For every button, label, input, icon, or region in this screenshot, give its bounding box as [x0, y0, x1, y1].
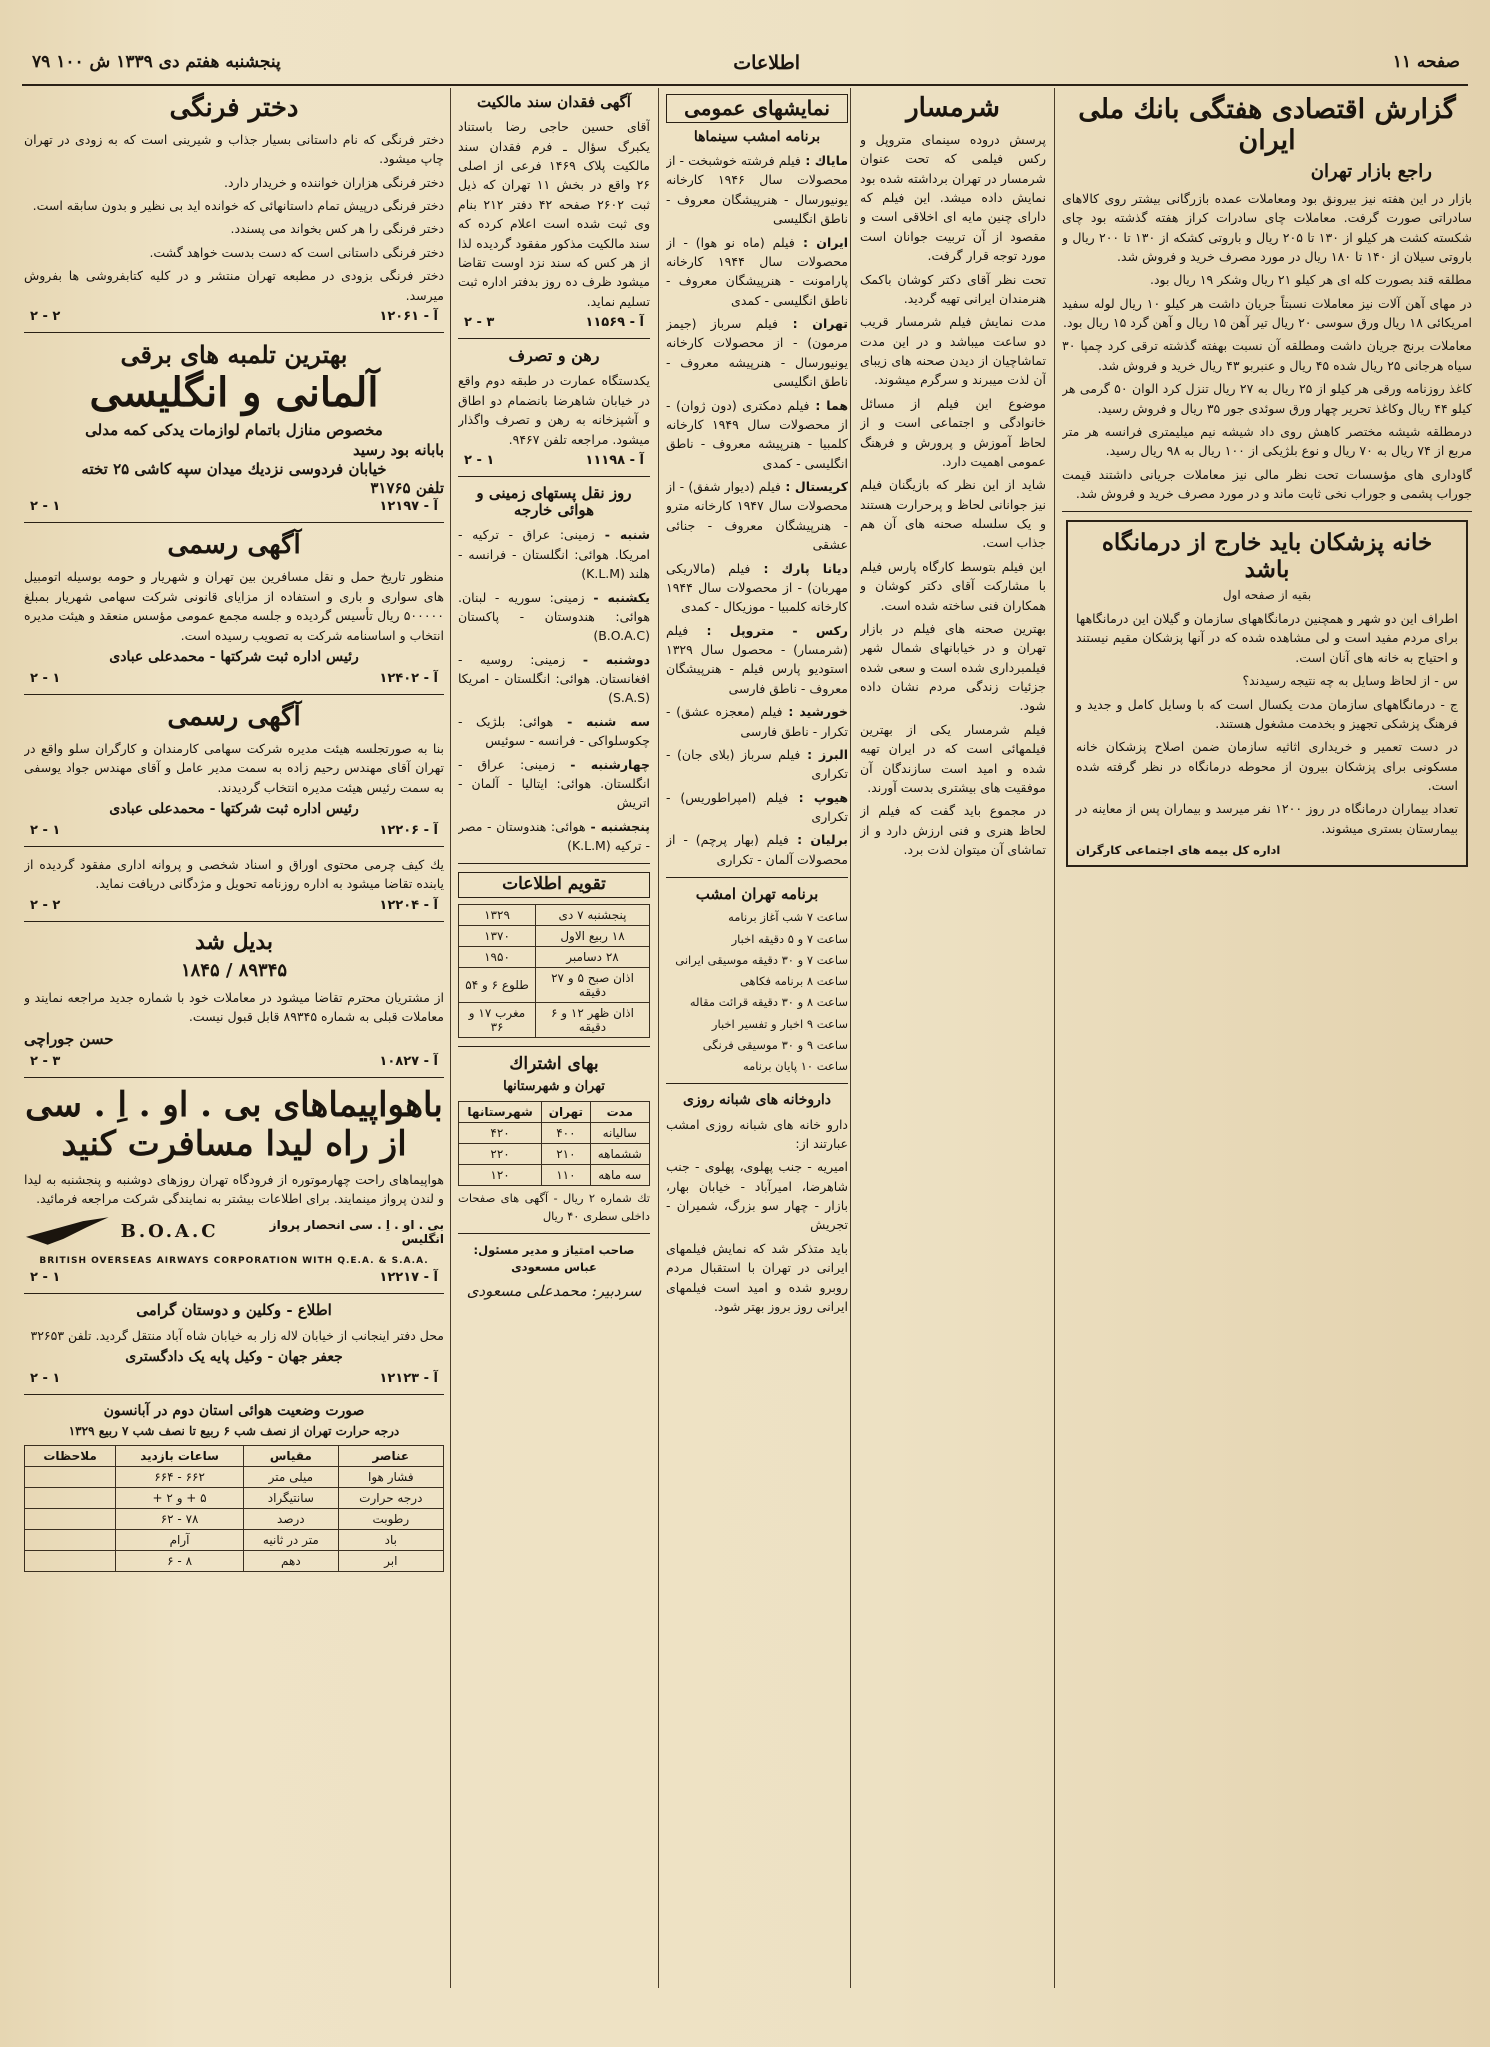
radio-program-item: ساعت ۸ و ۳۰ دقیقه قرائت مقاله — [689, 995, 848, 1010]
doctors-house-ref: اداره کل بیمه های اجتماعی کارگران — [1076, 843, 1281, 858]
bank-report-paragraph: مطلقه قند بصورت کله ای هر کیلو ۲۱ ریال وشکر ۱۹ ریال بود. — [1149, 272, 1472, 288]
subscription-cell: ۲۲۰ — [459, 1144, 542, 1165]
calendar-title: تقویم اطلاعات — [458, 872, 650, 898]
weather-header: ساعات بازدید — [116, 1445, 244, 1466]
column-sharmsar — [860, 92, 1046, 1982]
bank-report-paragraph: در مهای آهن آلات نیز معاملات نسبتاً جریان داشت هر کیلو ۱۰ ریال لوله سفید امریکائی ۱۸ ریال ورق سوسی ۲۰ ریال تیر آهن ۱۵ ریال و آهن گرد ۱۵ ریال بود. — [1062, 295, 1472, 331]
cinema-entry — [666, 477, 848, 555]
cinema-name: رکس - متروپل : — [688, 622, 848, 638]
section-divider — [24, 1394, 444, 1395]
column-divider — [658, 88, 659, 1988]
doctors-house-article — [1066, 520, 1468, 867]
section-divider — [666, 1083, 848, 1084]
cinema-program: فیلم سرباز (بلای جان) - تکراری — [666, 746, 848, 782]
calendar-cell: طلوع ۶ و ۵۴ — [459, 967, 536, 1002]
mail-schedule-entry — [458, 712, 650, 751]
calendar-row — [459, 925, 650, 946]
subscription-title: بهای اشتراك — [509, 1053, 599, 1074]
bank-report-paragraph: کاغذ روزنامه ورقی هر کیلو از ۲۵ ریال به ۲۷ ریال تنزل کرد الوان ۵۰ گرمی هر کیلو ۴۴ ریال وکاغذ تحریر چهار ورق سوئدی جور ۳۵ ریال و فروش رسید. — [1062, 381, 1472, 416]
cinema-program: فیلم (ماه نو هوا) - از محصولات سال ۱۹۴۴ کارخانه پارامونت - هنرپیشگان معروف - ناطق انگلیسی - کمدی — [666, 234, 848, 308]
radio-program-item: ساعت ۷ و ۳۰ دقیقه موسیقی ایرانی — [675, 952, 848, 967]
bank-report-title: گزارش اقتصادی هفتگی بانك ملی ایران — [1078, 94, 1456, 157]
weather-header: عناصر — [338, 1445, 443, 1466]
bank-report-paragraph: گاوداری های مؤسسات تحت نظر مالی نیز معاملات جریانی داشتند قیمت جوراب پشمی و جوراب نخی ثابت ماند و در مورد مصرف خرید و فروش شد. — [1062, 466, 1472, 502]
subscription-note: تك شماره ۲ ریال - آگهی های صفحات داخلی سطری ۴۰ ریال — [458, 1191, 650, 1223]
boac-footer: BRITISH OVERSEAS AIRWAYS CORPORATION WITH Q.E.A. & S.A.A. — [39, 1255, 429, 1266]
section-divider — [24, 522, 444, 523]
section-divider — [24, 332, 444, 333]
mail-schedule-text: زمینی: روسیه - افغانستان. هوائی: انگلستان - امریکا (S.A.S) — [458, 651, 650, 706]
doctors-house-paragraph: ج - درمانگاههای سازمان مدت یکسال است که با وسایل کامل و جدید و فرهنگ پزشکی تجهیز و بخدمت مشغول هستند. — [1076, 696, 1458, 731]
sharmsar-paragraph: پرسش دروده سینمای متروپل و رکس فیلمی که تحت عنوان شرمسار در تهران برداشته شده بود نمایش داده میشد. این فیلم که دارای چنین مایه ای اخلاقی است و مقصود از آن تربیت جوانان است مورد توجه قرار گرفت. — [860, 131, 1046, 264]
official-notice-text: منظور تاریخ حمل و نقل مسافرین بین تهران و شهریار و حومه بوسیله اتومبیل های سواری و باری و استفاده از مزایای قانونی شرکت سهامی شهریار بمبلغ ۵۰۰۰۰۰ ریال تأسیس گردیده و جلسه مجمع عمومی مؤسس منعقد و هیئت مدیره انتخاب و اساسنامه شرکت به تصویب رسیده است. — [24, 569, 444, 643]
cinema-program: فیلم (بهار پرچم) - از محصولات آلمان - تکراری — [666, 832, 848, 867]
pharmacy-text: دارو خانه های شبانه روزی امشب عبارتند از: — [666, 1116, 848, 1151]
mail-schedule-entry — [458, 588, 650, 646]
subscription-subtitle: تهران و شهرستانها — [503, 1079, 605, 1095]
weather-cell: ابر — [338, 1550, 443, 1571]
page-header — [0, 48, 1490, 84]
mail-schedule-day: دوشنبه - — [565, 651, 650, 667]
mail-schedule-entry — [458, 525, 650, 583]
cinema-entry — [666, 396, 848, 474]
changed-number-sign: حسن جوراچی — [24, 1029, 114, 1048]
subscription-header: مدت — [590, 1102, 649, 1123]
sharmsar-paragraph: موضوع این فیلم از مسائل خانوادگی و اجتماعی است و از لحاظ آموزش و پرورش و فرهنگ عمومی اهمیت دارد. — [860, 395, 1046, 469]
mail-schedule-day: شنبه - — [594, 527, 650, 543]
farangi-girl-line: دختر فرنگی داستانی است که دست بدست خواهد گشت. — [149, 244, 444, 260]
section-divider — [458, 863, 650, 864]
ad-code: ۲ - ۳ ۱۱۵۶۹ - آ — [464, 315, 644, 330]
section-divider — [24, 846, 444, 847]
cinema-name: البرز : — [800, 746, 848, 762]
cinema-entry — [666, 745, 848, 784]
cinema-name: هما : — [809, 397, 848, 413]
ad-code: ۲ - ۱ ۱۲۱۲۳ - آ — [30, 1370, 438, 1386]
subscription-cell: ۴۰۰ — [542, 1123, 590, 1144]
subscription-cell: ۱۲۰ — [459, 1165, 542, 1186]
ad-code: ۲ - ۱ ۱۱۱۹۸ - آ — [464, 452, 644, 468]
sharmsar-paragraph: تحت نظر آقای دکتر کوشان باکمک هنرمندان ایرانی تهیه گردید. — [860, 271, 1046, 306]
cinema-program: فیلم فرشته خوشبخت - از محصولات سال ۱۹۴۶ کارخانه یونیورسال - هنرپیشگان معروف - ناطق انگلیسی — [666, 153, 848, 227]
subscription-cell: ۴۲۰ — [459, 1123, 542, 1144]
cinema-program: فیلم (امپراطوریس) - تکراری — [666, 789, 848, 825]
mail-schedule-text: زمینی: عراق - انگلستان. هوائی: ایتالیا - آلمان - اتریش — [458, 756, 650, 811]
weather-cell: درجه حرارت — [338, 1487, 443, 1508]
radio-program-item: ساعت ۱۰ پایان برنامه — [742, 1059, 848, 1074]
section-divider — [24, 694, 444, 695]
weather-row — [25, 1487, 444, 1508]
lost-deed-text: آقای حسین حاجی رضا باستناد یکبرگ سؤال ـ فرم فقدان سند مالکیت پلاک ۱۴۶۹ فرعی از اصلی ۲۶ واقع در بخش ۱۱ تهران که ذیل ثبت ۲۶۰۲ صفحه ۴۲ دفتر ۲۱۲ بنام وی ثبت شده است اعلام کرده که سند مالکیت مذکور مفقود گردیده لذا از هر کس که سند نزد اوست تقاضا میشود ظرف ده روز بدفتر اداره ثبت تسلیم نماید. — [458, 119, 650, 309]
cinema-entry — [666, 830, 848, 869]
mail-schedule-title: روز نقل پستهای زمینی و هوائی خارجه — [476, 483, 632, 520]
weather-cell: رطوبت — [338, 1508, 443, 1529]
section-divider — [458, 338, 650, 339]
calendar-row — [459, 946, 650, 967]
weather-cell: ۵ + و ۲ + — [116, 1487, 244, 1508]
cinema-entry — [666, 621, 848, 699]
subscription-cell: ۲۱۰ — [542, 1144, 590, 1165]
public-shows-title: نمایشهای عمومی — [666, 94, 848, 123]
subscription-row — [459, 1144, 650, 1165]
weather-cell — [25, 1466, 116, 1487]
calendar-cell: پنجشنبه ۷ دی — [536, 904, 650, 925]
official-notice-2-text: بنا به صورتجلسه هیئت مدیره شرکت سهامی کارمندان و کارگران سلو واقع در تهران آقای مهندس رحیم زاده به سمت مدیر عامل و آقای مهندس جواد یوسفی به سمت رئیس هیئت مدیره انتخاب گردیدند. — [24, 740, 444, 795]
calendar-cell: مغرب ۱۷ و ۳۶ — [459, 1002, 536, 1037]
section-divider — [458, 476, 650, 477]
farangi-girl-line: دختر فرنگی هزاران خواننده و خریدار دارد. — [224, 174, 444, 190]
pump-ad-headline: آلمانی و انگلیسی — [89, 369, 379, 417]
mortgage-text: یکدستگاه عمارت در طبقه دوم واقع در خیابان شاهرضا بانضمام دو اطاق و آشپزخانه به رهن و تصرف واگذار میشود. مراجعه تلفن ۹۴۶۷. — [458, 373, 650, 447]
cinema-name: برلیان : — [788, 832, 848, 848]
changed-number-text: از مشتریان محترم تقاضا میشود در معاملات خود با شماره جدید مراجعه نمایند و معاملات قبلی به شماره ۸۹۳۴۵ قابل قبول نیست. — [24, 989, 444, 1025]
column-divider — [1054, 88, 1055, 1988]
weather-subtitle: درجه حرارت تهران از نصف شب ۶ ربیع تا نصف شب ۷ ربیع ۱۳۲۹ — [68, 1424, 400, 1439]
column-bank-report — [1062, 92, 1472, 1982]
ad-code: ۲ - ۱ ۱۲۲۱۷ - آ — [30, 1270, 438, 1286]
farangi-girl-line: دختر فرنگی که نام داستانی بسیار جذاب و شیرینی است که به زودی در تهران چاپ میشود. — [24, 131, 444, 167]
calendar-cell: ۱۹۵۰ — [459, 946, 536, 967]
doctors-house-paragraph: تعداد بیماران درمانگاه در روز ۱۲۰۰ نفر میرسد و بیماران پس از معاینه در بیمارستان بستری میشوند. — [1076, 801, 1458, 836]
mail-schedule-day: چهارشنبه - — [554, 756, 650, 772]
subscription-cell: سه ماهه — [590, 1165, 649, 1186]
mail-schedule-text: زمینی: عراق - ترکیه - امریکا. هوائی: انگلستان - فرانسه - هلند (K.L.M) — [458, 527, 650, 582]
weather-cell — [25, 1529, 116, 1550]
pump-ad-line: خیابان فردوسی نزدیك میدان سپه کاشی ۲۵ تخته — [81, 459, 387, 478]
mail-schedule-text: هوائی: بلژیک - چکوسلواکی - فرانسه - سوئیس — [458, 713, 650, 749]
cinema-name: ایران : — [794, 234, 848, 250]
official-notice-sign: رئیس اداره ثبت شرکتها - محمدعلی عبادی — [109, 648, 359, 665]
calendar-cell: ۱۸ ربیع الاول — [536, 925, 650, 946]
cinema-entry — [666, 233, 848, 311]
weather-table — [24, 1445, 444, 1572]
column-divider — [850, 88, 851, 1988]
changed-number-title: بدیل شد — [194, 928, 274, 955]
cinema-program: فیلم (شرمسار) - محصول سال ۱۳۲۹ استودیو پارس فیلم - هنرپیشگان معروف - ناطق فارسی — [666, 622, 848, 696]
radio-program-item: ساعت ۷ و ۵ دقیقه اخبار — [731, 931, 848, 946]
calendar-cell: ۱۳۷۰ — [459, 925, 536, 946]
public-shows-note: باید متذکر شد که نمایش فیلمهای ایرانی در تهران با استقبال مردم روبرو شده و امید است فیلمهای ایرانی روز بروز بهتر شود. — [666, 1240, 848, 1314]
doctors-house-title: خانه پزشکان باید خارج از درمانگاه باشد — [1101, 529, 1433, 583]
weather-cell: سانتیگراد — [244, 1487, 339, 1508]
pharmacy-heading: داروخانه های شبانه روزی — [682, 1092, 832, 1109]
farangi-girl-title: دختر فرنگی — [169, 93, 299, 123]
weather-row — [25, 1550, 444, 1571]
sharmsar-paragraph: بهترین صحنه های فیلم در بازار تهران و در خیابانهای شمال شهر فیلمبرداری شده است و سعی شده جزئیات زندگی مردم نشان داده شود. — [860, 620, 1046, 714]
section-divider — [24, 921, 444, 922]
pump-ad-line: بابانه بود رسید — [353, 440, 444, 459]
ad-code: ۲ - ۱ ۱۲۲۰۶ - آ — [30, 823, 438, 839]
lawyer-notice-text: محل دفتر اینجانب از خیابان لاله زار به خیابان شاه آباد منتقل گردید. تلفن ۳۲۶۵۳ — [30, 1327, 444, 1343]
doctors-house-paragraph: س - از لحاظ وسایل به چه نتیجه رسیدند؟ — [1242, 673, 1458, 689]
calendar-cell: اذان ظهر ۱۲ و ۶ دقیقه — [536, 1002, 650, 1037]
cinema-name: خورشید : — [782, 704, 848, 720]
boac-logo-text: B.O.A.C — [120, 1221, 219, 1243]
column-public-shows — [666, 92, 848, 1982]
ad-code: ۲ - ۲ ۱۲۰۶۱ - آ — [30, 308, 438, 324]
mail-schedule-text: زمینی: سوریه - لبنان. هوائی: هندوستان - پاکستان (B.O.A.C) — [458, 589, 650, 644]
subscription-header: تهران — [542, 1102, 590, 1123]
cinema-name: تهران : — [777, 316, 848, 332]
pump-ad-line: مخصوص منازل باتمام لوازمات یدکی کمه مدلی — [85, 421, 383, 440]
mail-schedule-entry — [458, 755, 650, 813]
radio-program-item: ساعت ۷ شب آغاز برنامه — [728, 910, 848, 925]
lawyer-notice-sign: جعفر جهان - وکیل پایه یک دادگستری — [125, 1348, 343, 1365]
cinema-program-heading: برنامه امشب سینماها — [693, 129, 821, 145]
pump-ad-line: تلفن ۳۱۷۶۵ — [370, 479, 444, 498]
official-notice-2-sign: رئیس اداره ثبت شرکتها - محمدعلی عبادی — [109, 800, 359, 817]
boac-ad-headline: از راه لیدا مسافرت کنید — [61, 1123, 407, 1164]
weather-cell: متر در ثانیه — [244, 1529, 339, 1550]
cinema-program: فیلم (مالاریکی مهربان) - از محصولات سال ۱۹۴۴ کارخانه کلمبیا - موزیکال - کمدی — [666, 560, 848, 615]
farangi-girl-text — [24, 130, 444, 305]
cinema-program: فیلم (معجزه عشق) - تکرار - ناطق فارسی — [666, 704, 848, 739]
farangi-girl-line: دختر فرنگی را هر کس بخواند می پسندد. — [230, 221, 444, 237]
weather-cell: ۷۸ - ۶۲ — [116, 1508, 244, 1529]
calendar-row — [459, 904, 650, 925]
cinema-program: فیلم دمکتری (دون ژوان) - از محصولات سال ۱۹۴۹ کارخانه کلمبیا - هنرپیشه معروف - ناطق انگلیسی - کمدی — [666, 397, 848, 471]
ad-code: ۲ - ۲ ۱۲۲۰۴ - آ — [30, 897, 438, 913]
weather-cell — [25, 1508, 116, 1529]
calendar-table — [458, 904, 650, 1038]
radio-program-item: ساعت ۸ برنامه فکاهی — [739, 974, 848, 989]
cinema-program: فیلم (دیوار شفق) - از محصولات سال ۱۹۴۷ کارخانه مترو - هنرپیشگان معروف - جنائی عشقی — [666, 479, 848, 553]
weather-cell: فشار هوا — [338, 1466, 443, 1487]
weather-cell: باد — [338, 1529, 443, 1550]
section-divider — [24, 1293, 444, 1294]
radio-program-item: ساعت ۹ اخبار و تفسیر اخبار — [711, 1016, 848, 1031]
bank-report-paragraph: معاملات برنج جریان داشت ومطلقه آن نسبت بهفته گذشته ترقی کرد چمپا ۳۰ سیاه هرجانی ۲۵ ریال شده ۴۵ ریال و عنبربو ۴۳ ریال خرید و فروش شد. — [1062, 338, 1472, 373]
weather-cell — [25, 1487, 116, 1508]
mortgage-title: رهن و تصرف — [508, 346, 600, 365]
cinema-name: کریستال : — [780, 479, 848, 495]
weather-header: مقیاس — [244, 1445, 339, 1466]
lost-bag-text: یك کیف چرمی محتوی اوراق و اسناد شخصی و پروانه اداری مفقود گردیده از یابنده تقاضا میشود به اداره روزنامه تحویل و مژدگانی دریافت نماید. — [24, 857, 444, 892]
farangi-girl-line: دختر فرنگی درپیش تمام داستانهائی که خوانده اید بی نظیر و بدون سابقه است. — [32, 198, 444, 214]
boac-ad-title: باهواپیماهای بی . او . اِ . سی — [25, 1084, 443, 1125]
calendar-cell: اذان صبح ۵ و ۲۷ دقیقه — [536, 967, 650, 1002]
cinema-entry — [666, 702, 848, 741]
radio-program-item: ساعت ۹ و ۳۰ موسیقی فرنگی — [702, 1037, 848, 1052]
pharmacy-text: امیریه - جنب پهلوی، پهلوی - جنب شاهرضا، امیرآباد - خیابان بهار، بازار - چهار سو بزرگ، شمیران - تجریش — [666, 1159, 848, 1233]
boac-logo-row — [24, 1215, 444, 1249]
sharmsar-paragraph: این فیلم بتوسط کارگاه پارس فیلم با مشارکت آقای دکتر کوشان و همکاران فنی ساخته شده است. — [860, 558, 1046, 613]
lawyer-notice-title: اطلاع - وکلین و دوستان گرامی — [136, 1301, 332, 1320]
mail-schedule-list — [458, 525, 650, 855]
bank-report-paragraph: بازار در این هفته نیز بیرونق بود ومعاملات عمده بازرگانی بیشتر روی کالاهای سادراتی صورت گرفت. معاملات چای سادرات کراز هفته گذشته بود چای شکسته کشت هر کیلو از ۱۳۰ تا ۲۰۵ ریال و باروتی کشکه از ۱۳۰ تا ۲۰۰ ریال و باروتی سیلان از ۱۴۰ تا ۱۸۰ ریال در مورد مصرف خرید و فروش شد. — [1062, 190, 1472, 264]
weather-cell: ۸ - ۶ — [116, 1550, 244, 1571]
boac-ad-text: هواپیماهای راحت چهارموتوره از فرودگاه تهران روزهای دوشنبه و پنجشنبه به لیدا و لندن پرواز مینمایند. برای اطلاعات بیشتر به نمایندگی شرکت مراجعه فرمائید. — [24, 1172, 444, 1207]
subscription-header: شهرستانها — [459, 1102, 542, 1123]
weather-cell: آرام — [116, 1529, 244, 1550]
doctors-house-paragraph: اطراف این دو شهر و همچنین درمانگاههای سازمان و گیلان این درمانگاهها برای مردم مفید است و لی مشاهده شده که در آنها پزشکان مقیم نیستند و احتیاج به خانه های آنان است. — [1076, 611, 1458, 665]
doctors-house-paragraph: در دست تعمیر و خریداری اثاثیه سازمان ضمن اصلاح پزشکان خانه مسکونی برای پزشکان بیرون از محوطه درمانگاه در نظر گرفته شده است. — [1076, 739, 1458, 794]
cinema-name: دیانا پارك : — [750, 560, 848, 576]
weather-cell — [25, 1550, 116, 1571]
boac-speedbird-icon — [24, 1215, 113, 1249]
subscription-table — [458, 1101, 650, 1186]
cinema-program: فیلم سرباز (جیمز مرمون) - از محصولات کارخانه یونیورسال - هنرپیشه معروف - ناطق انگلیسی — [666, 316, 848, 390]
section-divider — [666, 877, 848, 878]
farangi-girl-line: دختر فرنگی بزودی در مطبعه تهران منتشر و در کلیه کتابفروشی ها بفروش میرسد. — [24, 268, 444, 303]
cinema-entry — [666, 314, 848, 392]
bank-report-subtitle: راجع بازار تهران — [1310, 161, 1432, 183]
page-number: صفحه ۱۱ — [1392, 52, 1460, 72]
lost-deed-title: آگهی فقدان سند مالکیت — [477, 93, 631, 111]
sharmsar-paragraph: فیلم شرمسار یکی از بهترین فیلمهائی است که در ایران تهیه شده و امید است سازندگان آن موفقیت های بیشتری بدست آورند. — [860, 721, 1046, 795]
weather-row — [25, 1529, 444, 1550]
radio-program-heading: برنامه تهران امشب — [695, 885, 819, 904]
doctors-house-subtitle: بقیه از صفحه اول — [1222, 588, 1312, 603]
boac-logo-fa: بی . او . اِ . سی انحصار پرواز انگلیس — [269, 1217, 444, 1246]
issue-date: پنجشنبه هفتم دی ۱۳۳۹ ش ۱۰۰ ۷۹ — [32, 52, 281, 72]
subscription-row — [459, 1165, 650, 1186]
subscription-cell: ششماهه — [590, 1144, 649, 1165]
newspaper-name: اطلاعات — [733, 52, 800, 74]
radio-list — [666, 909, 848, 1075]
cinema-name: هیوپ : — [788, 789, 848, 805]
sharmsar-paragraph: مدت نمایش فیلم شرمسار قریب دو ساعت میباشد و در این مدت تماشاچیان از دیدن صحنه های زیبای آن لذت میبرند و سرگرم میشوند. — [860, 314, 1046, 388]
weather-cell: ۶۶۲ - ۶۶۴ — [116, 1466, 244, 1487]
weather-row — [25, 1466, 444, 1487]
weather-cell: درصد — [244, 1508, 339, 1529]
sharmsar-paragraph: در مجموع باید گفت که فیلم از لحاظ هنری و فنی ارزش دارد و از تماشای آن میتوان لذت برد. — [860, 803, 1046, 858]
section-divider — [1062, 511, 1472, 512]
calendar-cell: ۲۸ دسامبر — [536, 946, 650, 967]
publisher-line: صاحب امتیاز و مدیر مسئول: عباس مسعودی — [473, 1242, 635, 1275]
calendar-cell: ۱۳۲۹ — [459, 904, 536, 925]
column-ads — [24, 92, 444, 1982]
column-divider — [450, 88, 451, 1988]
bank-report-paragraph: درمطلقه شیشه مختصر کاهش روی داد شیشه نیم میلیمتری فرانسه هر متر مربع از ۷۴ ریال به ۷۰ ریال و نوع بلژیکی از ۱۰۰ ریال به ۹۸ ریال رسید. — [1062, 423, 1472, 459]
cinema-name: مایاك : — [800, 153, 848, 169]
pump-ad-title: بهترین تلمبه های برقی — [120, 339, 348, 369]
weather-row — [25, 1508, 444, 1529]
subscription-cell: سالیانه — [590, 1123, 649, 1144]
cinema-entry — [666, 559, 848, 617]
header-rule — [22, 84, 1468, 86]
mail-schedule-text: هوائی: هندوستان - مصر - ترکیه (K.L.M) — [458, 818, 650, 854]
column-notices — [458, 92, 650, 1982]
mail-schedule-entry — [458, 650, 650, 708]
mail-schedule-entry — [458, 817, 650, 856]
section-divider — [458, 1046, 650, 1047]
ad-code: ۲ - ۱ ۱۲۱۹۷ - آ — [30, 499, 438, 515]
ad-code: ۲ - ۳ ۱۰۸۲۷ - آ — [30, 1053, 438, 1069]
editor-signature: سردبیر: محمدعلی مسعودی — [466, 1282, 642, 1301]
ad-code: ۲ - ۱ ۱۲۴۰۲ - آ — [30, 670, 438, 686]
sharmsar-paragraph: شاید از این نظر که بازیگنان فیلم نیز جوانانی لحاظ و پرحرارت هستند و یک سلسله صحنه های آن هم جذاب است. — [860, 477, 1046, 551]
calendar-row — [459, 1002, 650, 1037]
cinema-list — [666, 151, 848, 869]
calendar-row — [459, 967, 650, 1002]
changed-number-value: ۸۹۳۴۵ / ۱۸۴۵ — [180, 960, 288, 982]
mail-schedule-day: سه شنبه - — [553, 713, 650, 729]
weather-header: ملاحظات — [25, 1445, 116, 1466]
cinema-entry — [666, 788, 848, 827]
weather-cell: میلی متر — [244, 1466, 339, 1487]
section-divider — [458, 1233, 650, 1234]
subscription-row — [459, 1123, 650, 1144]
subscription-cell: ۱۱۰ — [542, 1165, 590, 1186]
section-divider — [24, 1077, 444, 1078]
weather-title: صورت وضعیت هوائی استان دوم در آبانسون — [103, 1402, 365, 1419]
mail-schedule-day: پنجشنبه - — [585, 818, 650, 834]
cinema-entry — [666, 151, 848, 229]
sharmsar-title: شرمسار — [906, 93, 1000, 123]
official-notice-title: آگهی رسمی — [167, 530, 301, 561]
weather-cell: دهم — [244, 1550, 339, 1571]
official-notice-2-title: آگهی رسمی — [167, 701, 301, 732]
mail-schedule-day: یکشنبه - — [584, 589, 650, 605]
